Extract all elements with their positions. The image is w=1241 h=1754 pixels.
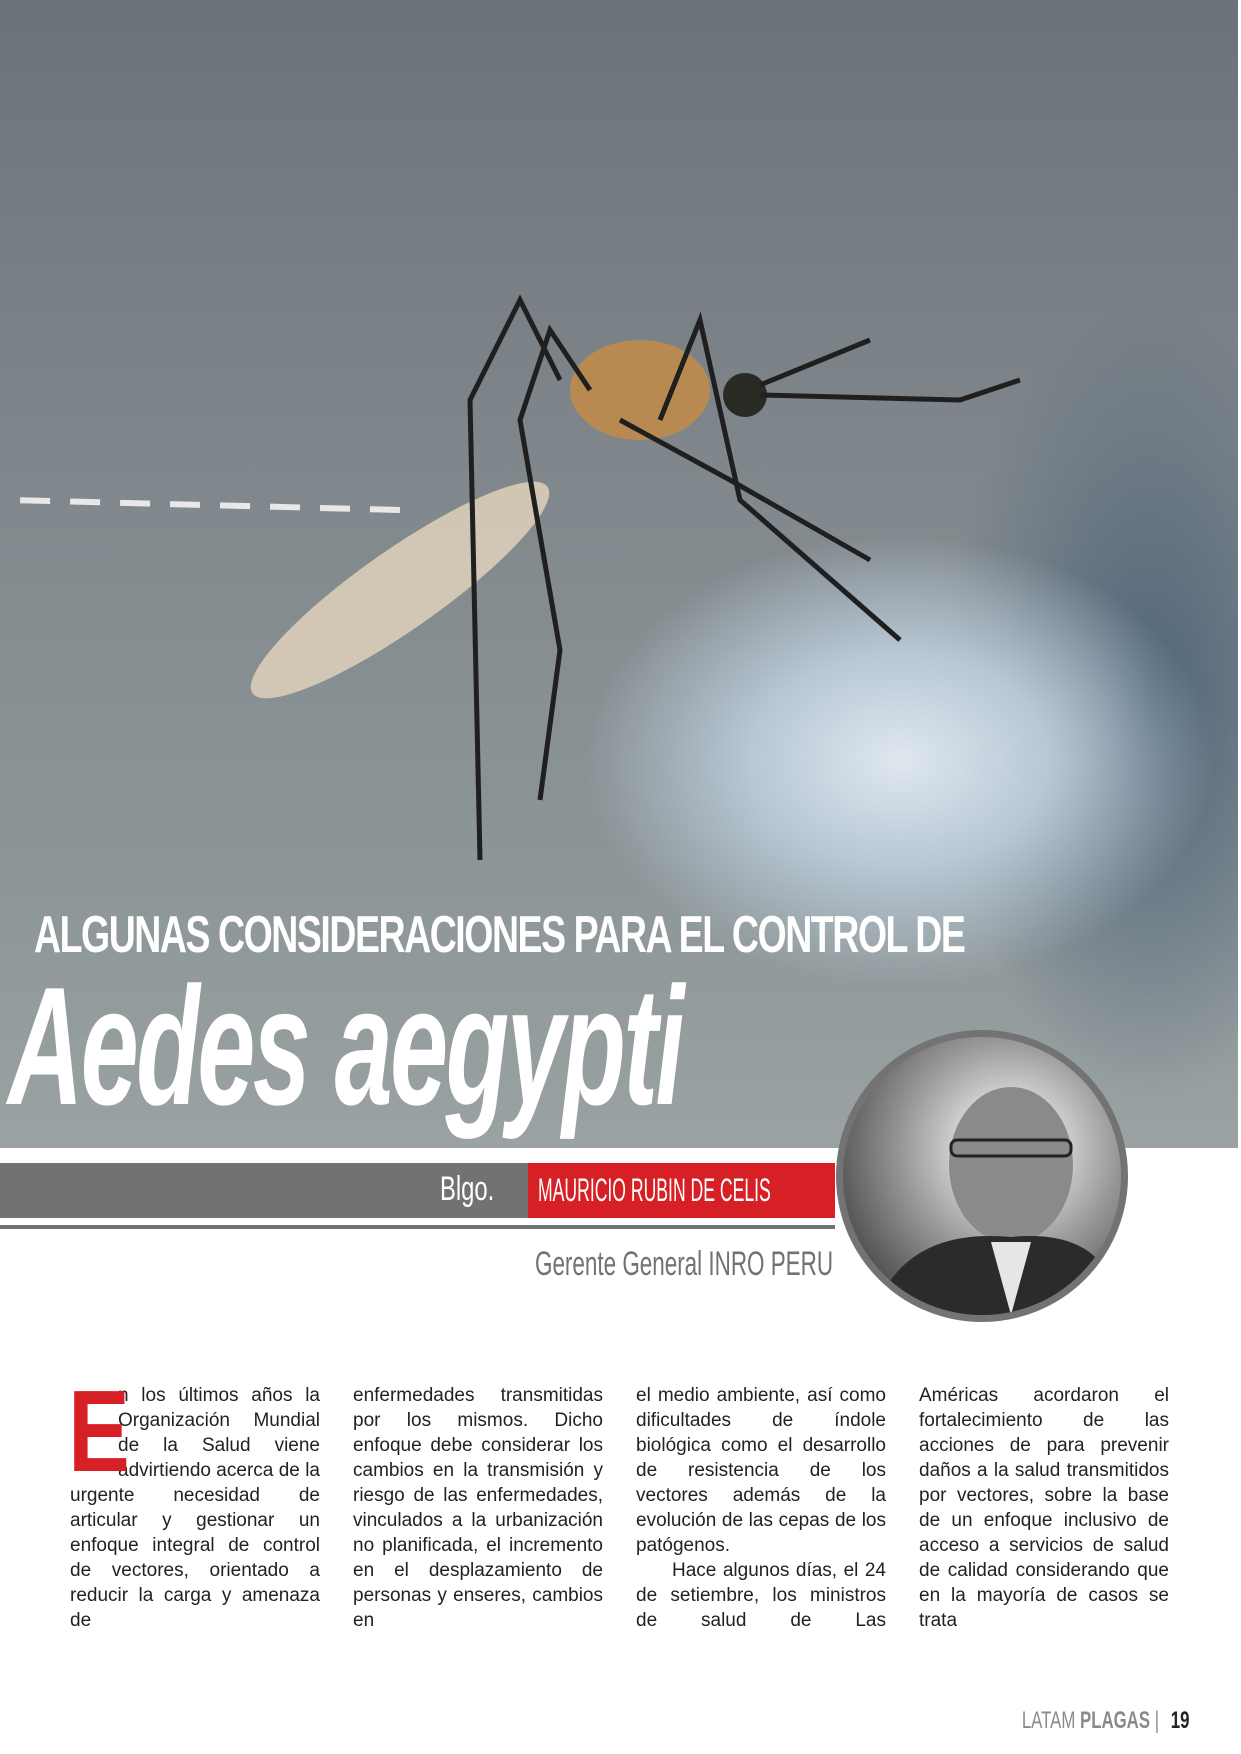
article-body — [68, 1366, 1170, 1633]
title-species: Aedes aegypti — [8, 952, 682, 1140]
footer-brand-light: LATAM — [1021, 1707, 1075, 1734]
footer-brand-bold: PLAGAS — [1079, 1707, 1150, 1734]
paragraph: Hace algunos días, el 24 de setiembre, los ministros de salud de Las — [636, 1560, 886, 1631]
paragraph: n los últimos años la Organización Mundial de la Salud viene advirtiendo acerca de la urgente necesidad de articular y gestionar un enfoque integral de control de vectores, orientado a reducir la carga y amenaza de — [70, 1385, 320, 1631]
drop-cap: E — [68, 1366, 130, 1496]
column-4 — [919, 1383, 1169, 1633]
author-role: Gerente General INRO PERU — [535, 1245, 834, 1283]
author-name: MAURICIO RUBIN DE CELIS — [538, 1172, 771, 1208]
paragraph: enfermedades transmitidas por los mismos. Dicho enfoque debe considerar los cambios en la transmisión y riesgo de las enfermedades, vinculados a la urbanización no planificada, el incremento en el desplazamiento de personas y enseres, cambios en — [353, 1385, 603, 1631]
author-prefix: Blgo. — [440, 1170, 495, 1208]
page-number: 19 — [1170, 1707, 1189, 1734]
paragraph: Américas acordaron el fortalecimiento de las acciones de para prevenir daños a la salud transmitidos por vectores, sobre la base de un enfoque inclusivo de acceso a servicios de salud de calidad considerando que en la mayoría de casos se trata — [919, 1385, 1169, 1631]
paragraph: el medio ambiente, así como dificultades de índole biológica como el desarrollo de resistencia de los vectores además de la evolución de las cepas de los patógenos. — [636, 1385, 886, 1556]
title-kicker: ALGUNAS CONSIDERACIONES PARA EL CONTROL DE — [34, 906, 965, 964]
column-3 — [636, 1383, 886, 1633]
divider-line — [0, 1225, 835, 1229]
page-footer — [1021, 1707, 1189, 1735]
column-1 — [68, 1366, 320, 1633]
column-2 — [353, 1383, 603, 1633]
portrait-silhouette — [843, 1037, 1121, 1315]
footer-separator: | — [1154, 1707, 1159, 1734]
author-portrait — [836, 1030, 1128, 1322]
